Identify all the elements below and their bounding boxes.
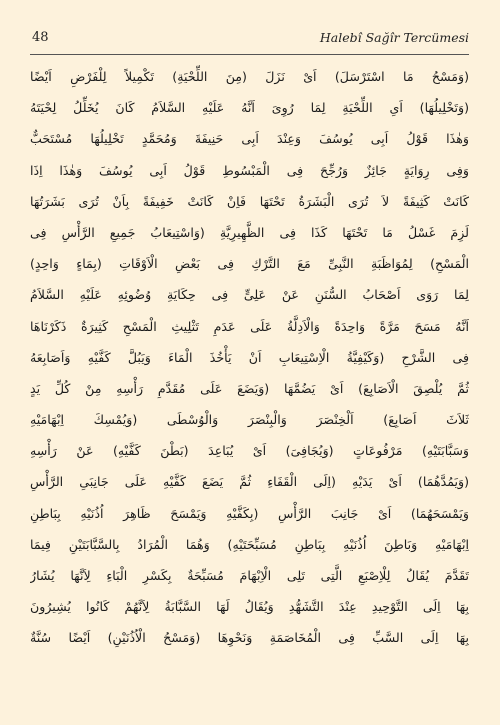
text-line: وَهٰذَا قَوْلُ اَبِى يُوسُفَ وَعِنْدَ اَبِى حَنِيفَةَ وَمُحَمَّدٍ تَخْلِيلُهَا مُسْتَحَبٌّ bbox=[30, 131, 469, 147]
text-line: اِبْهَامَيْهِ وَبَاطِنَ اُذُنَيْهِ بِبَاطِنِ مُسَبِّحَتَيْهِ) وَهُمَا الْمُرَادُ بِالسَّبَّابَتَيْنِ فِيمَا bbox=[30, 536, 469, 552]
text-line: (وَيَمُدَّهُمَا) اَىْ يَدَيْهِ (اِلَى الْقَفَاءِ ثُمَّ يَضَعَ كَفَّيْهِ عَلَى جَانِبَىِ الرَّأْسِ bbox=[30, 474, 469, 490]
text-line: (وَمَسْحُ مَا اسْتَرْسَلَ) اَىْ نَزَلَ (مِنَ اللِّحْيَةِ) تَكْمِيلاً لِلْفَرْضِ اَيْضًا bbox=[30, 69, 469, 84]
page-number: 48 bbox=[32, 30, 49, 45]
page-header bbox=[30, 14, 469, 54]
text-line: لِمَا رَوَى اَصْحَابُ السُّنَنِ عَنْ عَلِىٍّ فِى حِكَايَةِ وُضُوئِهِ عَلَيْهِ السَّلاَمُ bbox=[30, 287, 469, 303]
text-line: تَقَدَّمَ يُقَالُ لِلْاِصْبَعِ الَّتِى تَلِى الْاِبْهَامَ مُسَبِّحَةٌ بِكَسْرِ الْبَاءِ لِاَنَّهَا يُشَارُ bbox=[30, 568, 469, 583]
text-line: كَانَتْ كَثِيفَةً لاَ تُرَى الْبَشَرَةُ تَحْتَهَا فَاِنْ كَانَتْ خَفِيفَةً بِاَنْ تُرَى بَشَرَتُهَا bbox=[30, 193, 469, 209]
text-line: بِهَا اِلَى التَّوْحِيدِ عِنْدَ التَّشَهُّدِ وَيُقَالُ لَهَا السَّبَّابَةُ لِاَنَّهُمْ كَانُوا يُشِيرُونَ bbox=[30, 599, 469, 615]
arabic-text-body bbox=[30, 61, 469, 654]
text-line: ثَلاَثَ اَصَابِعَ) اَلْخِنْصَرَ وَالْبِنْصَرَ وَالْوُسْطَى (وَيُمْسِكَ اِبْهَامَيْهِ bbox=[30, 412, 469, 428]
text-line: (وَتَخْلِيلُهَا) اَىِ اللِّحْيَةِ لِمَا رُوِىَ اَنَّهُ عَلَيْهِ السَّلاَمُ كَانَ يُخَلِّلُ لِحْيَتَهُ bbox=[30, 100, 469, 116]
book-page bbox=[0, 14, 500, 725]
text-line: وَسَبَّابَتَيْهِ) مَرْفُوعَاتٍ (وَيُجَافِىَ) اَىْ يُبَاعِدَ (بَطْنَ كَفَّيْهِ) عَنْ رَأْسِهِ bbox=[30, 443, 469, 459]
text-line: اَنَّهُ مَسَحَ مَرَّةً وَاحِدَةً وَالْاَدِلَّةُ عَلَى عَدَمِ تَثْلِيثِ الْمَسْحِ كَثِيرَةٌ ذَكَرْنَاهَا bbox=[30, 318, 469, 334]
text-line: لَزِمَ غَسْلُ مَا تَحْتَهَا كَذَا فِى الظَّهِيرِيَّةِ (وَاسْتِيعَابُ جَمِيعِ الرَّأْسِ فِى bbox=[30, 224, 469, 240]
text-line: الْمَسْحِ) لِمُوَاظَبَةِ النَّبِىِّ مَعَ التَّرْكِ فِى بَعْضِ الْاَوْقَاتِ (بِمَاءٍ وَاحِدٍ) bbox=[30, 256, 469, 272]
text-line: فِى الشَّرْحِ (وَكَيْفِيَّةُ الْاِسْتِيعَابِ اَنْ يَأْخُذَ الْمَاءَ وَيَبُلَّ كَفَّيْهِ وَاَصَابِعَهُ bbox=[30, 349, 469, 365]
running-title: Halebî Sağîr Tercümesi bbox=[319, 30, 469, 45]
header-rule bbox=[30, 54, 469, 55]
text-line: وَيَمْسَحَهُمَا) اَىْ جَانِبَ الرَّأْسِ (بِكَفَّيْهِ وَيَمْسَحَ ظَاهِرَ اُذُنَيْهِ بِبَاطِنِ bbox=[30, 505, 469, 521]
text-line: ثُمَّ يُلْصِقَ الْاَصَابِعَ) اَىْ يَضُمَّهَا (وَيَضَعَ عَلَى مُقَدَّمِ رَأْسِهِ مِنْ كُلِّ يَدٍ bbox=[30, 380, 469, 396]
text-line: بِهَا اِلَى السَّبِّ فِى الْمُخَاصَمَةِ وَنَحْوِهَا (وَمَسْحُ الْاُذُنَيْنِ) اَيْضًا سُنَّةٌ bbox=[30, 630, 469, 646]
text-line: وَفِى رِوَايَةٍ جَائِزٌ وَرُجِّحَ فِى الْمَبْسُوطِ قَوْلُ اَبِى يُوسُفَ وَهٰذَا اِذَا bbox=[30, 162, 469, 178]
